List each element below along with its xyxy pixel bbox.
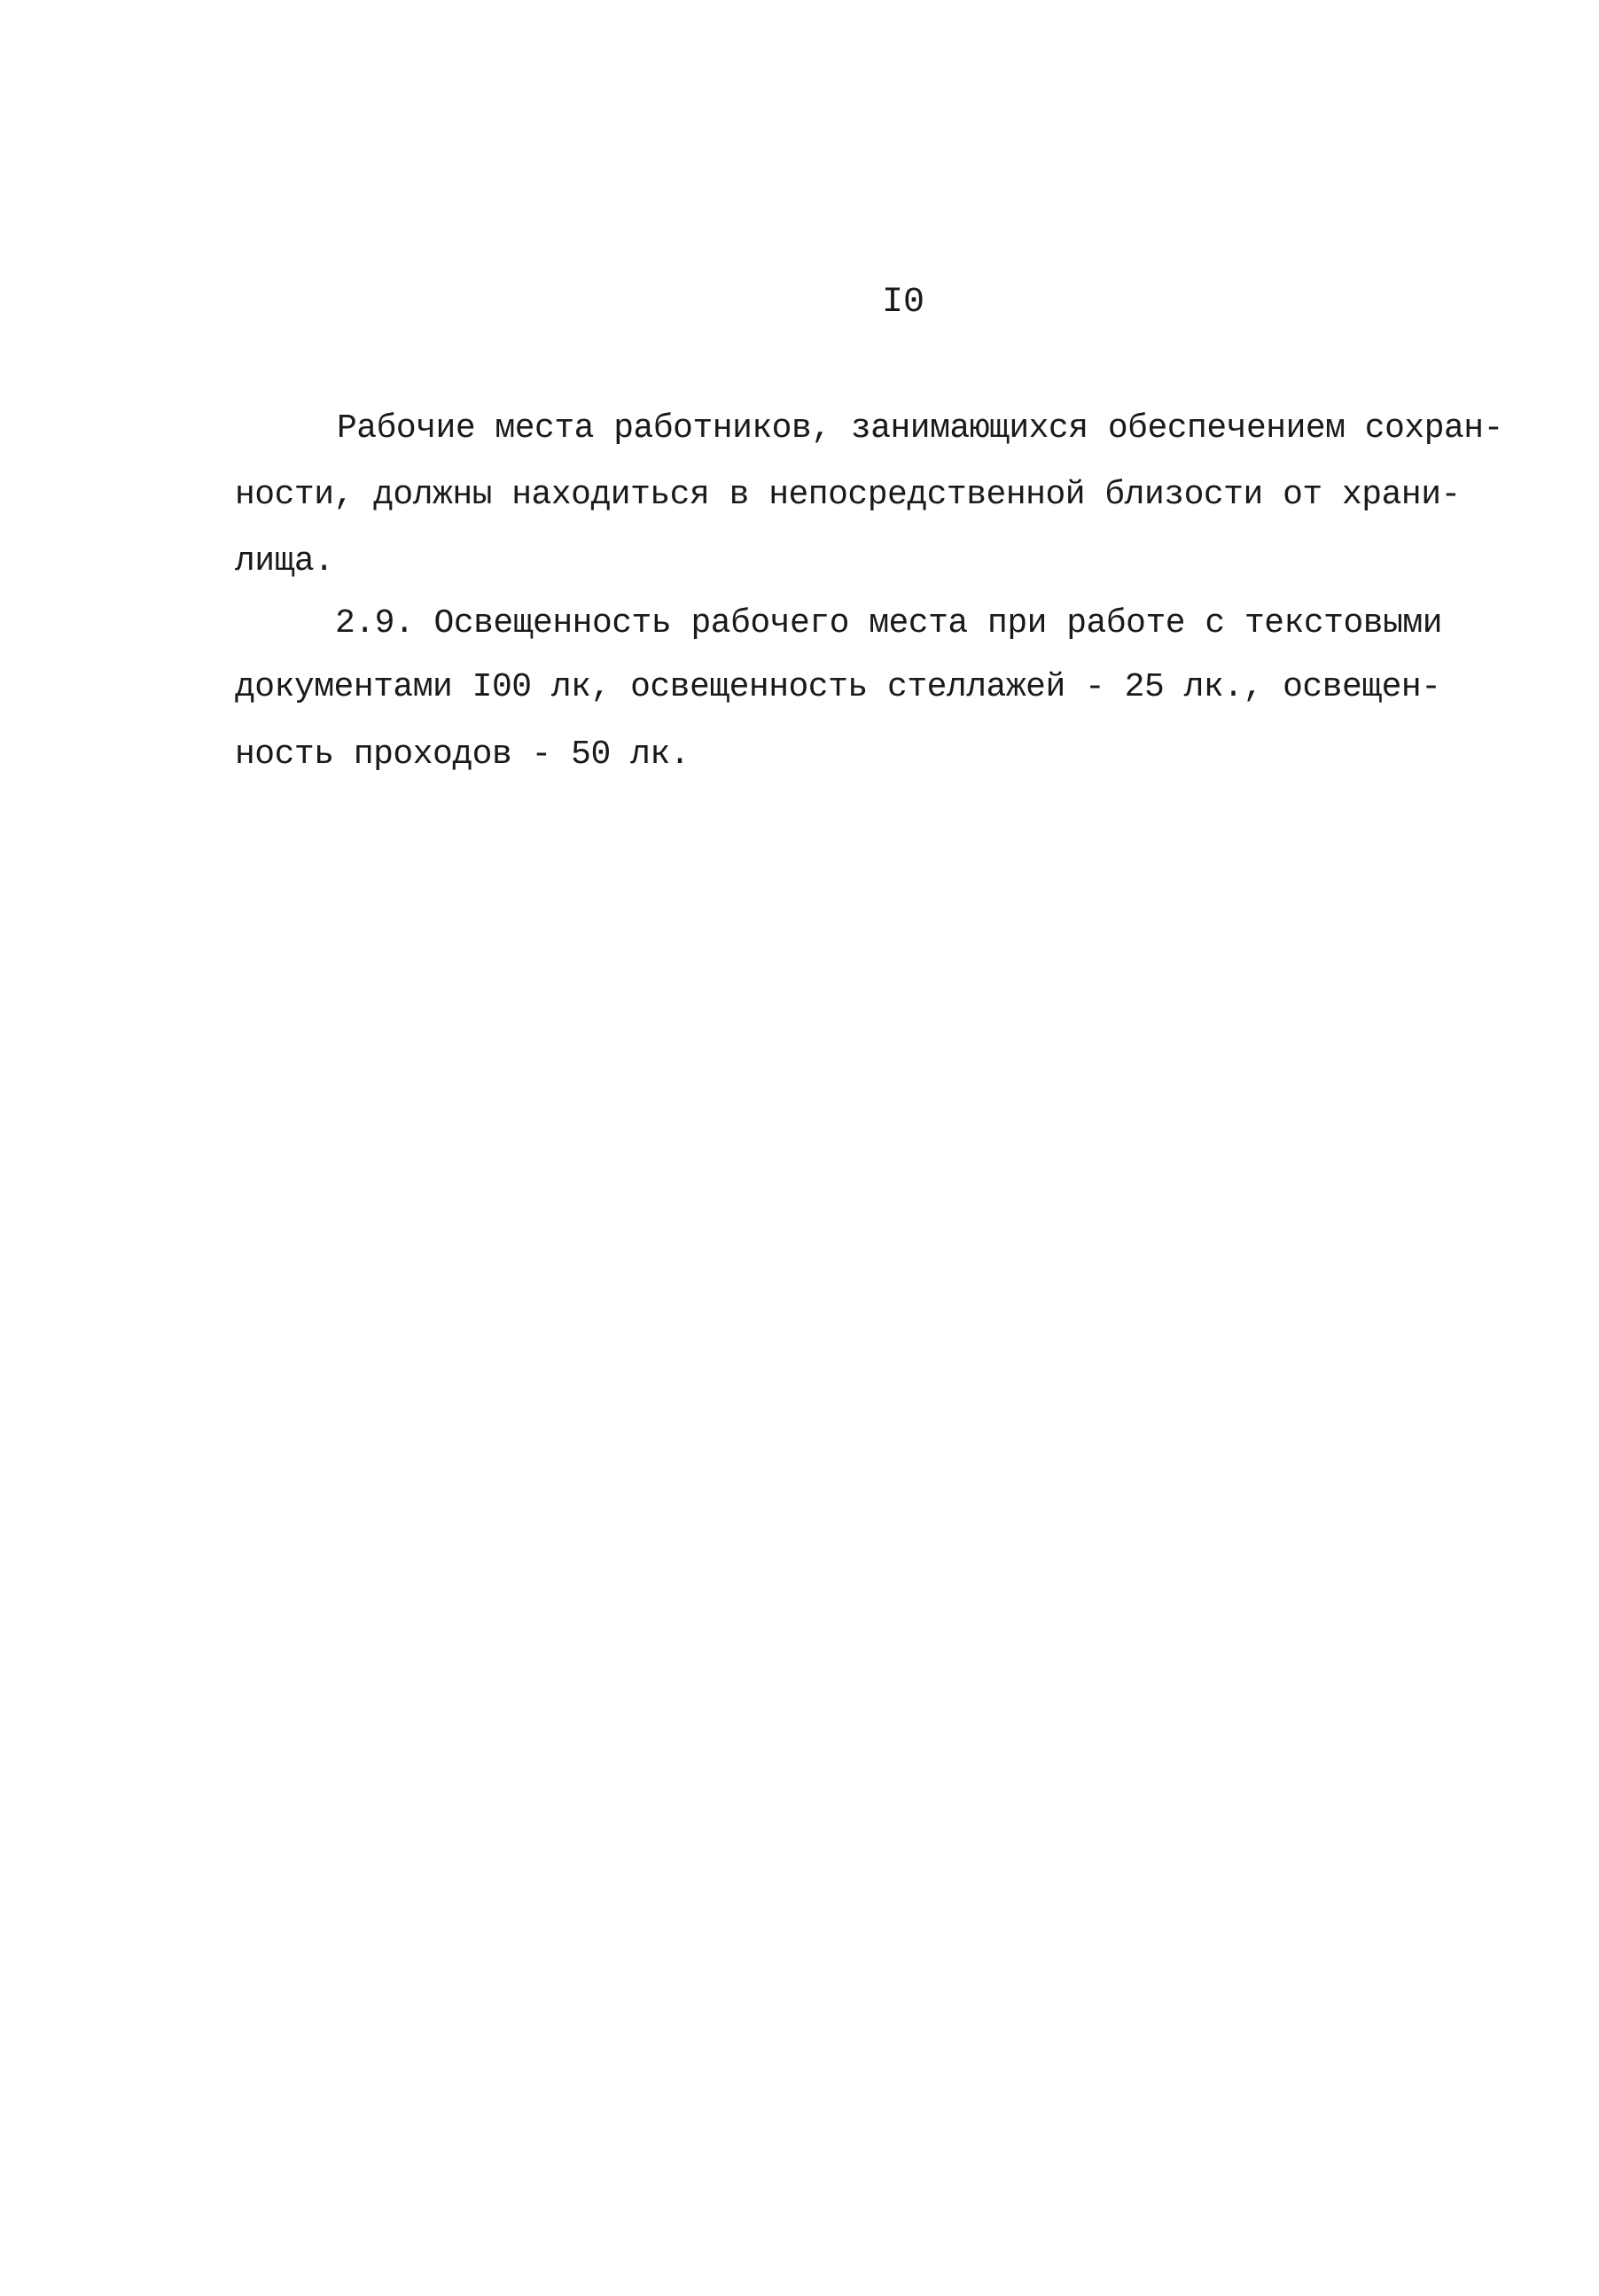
paragraph-line: Рабочие места работников, занимающихся обеспечением сохран- [337,409,1503,448]
paragraph-line: документами I00 лк, освещенность стеллажей - 25 лк., освещен- [235,668,1441,706]
paragraph-line: 2.9. Освещенность рабочего места при работе с текстовыми [335,604,1443,642]
page-number: I0 [882,283,925,323]
paragraph-line: ность проходов - 50 лк. [235,735,690,774]
paragraph-line: ности, должны находиться в непосредственной близости от храни- [235,476,1461,514]
paragraph-line: лища. [235,542,334,580]
